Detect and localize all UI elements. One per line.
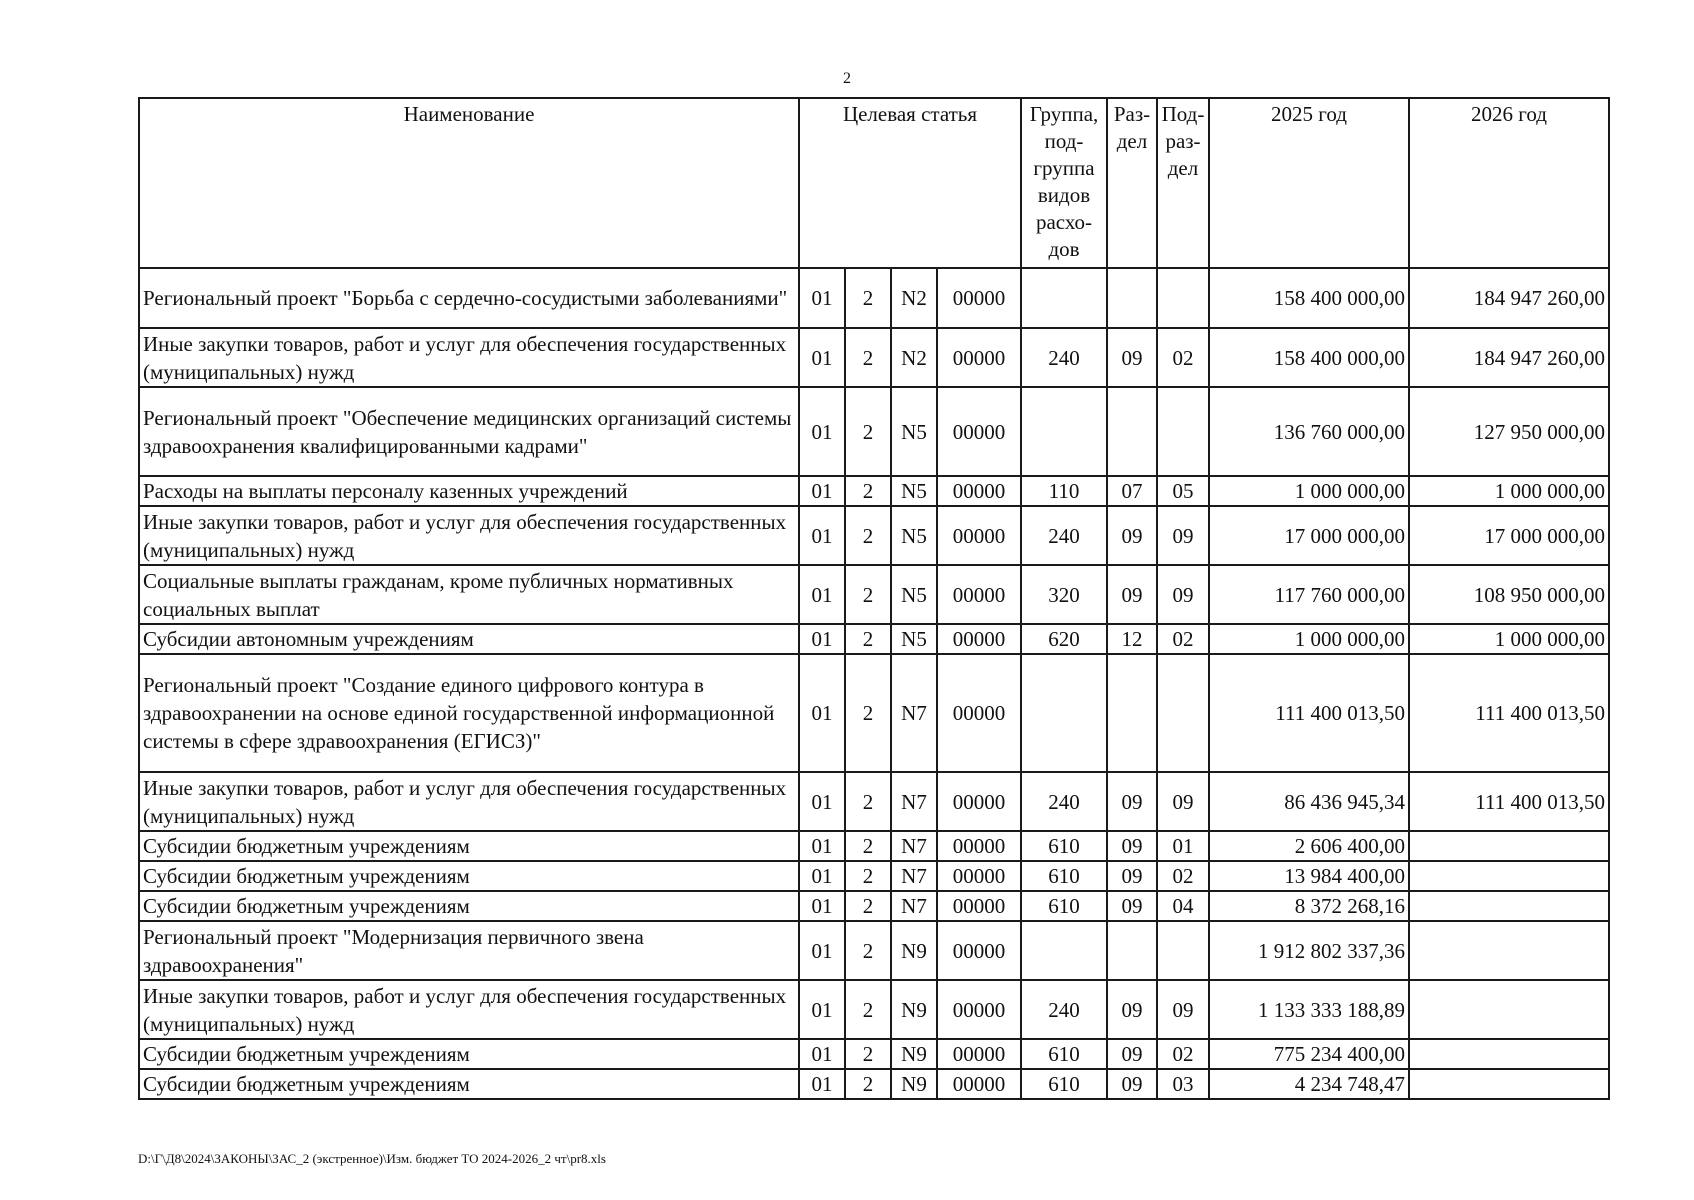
- row-name: Иные закупки товаров, работ и услуг для обеспечения государственных (муниципальных) нужд: [139, 980, 799, 1039]
- target-code-4: 00000: [937, 772, 1021, 831]
- row-name: Региональный проект "Борьба с сердечно-сосудистыми заболеваниями": [139, 268, 799, 328]
- target-code-3: N7: [891, 772, 937, 831]
- row-name: Расходы на выплаты персоналу казенных учреждений: [139, 476, 799, 506]
- amount-2026: [1409, 831, 1609, 861]
- target-code-2: 2: [845, 772, 891, 831]
- target-code-2: 2: [845, 624, 891, 654]
- target-code-1: 01: [799, 565, 845, 624]
- section-code: [1107, 654, 1157, 772]
- footer-file-path: D:\Г\Д8\2024\ЗАКОНЫ\ЗАС_2 (экстренное)\Изм. бюджет ТО 2024-2026_2 чт\pr8.xls: [138, 1151, 606, 1166]
- target-code-3: N7: [891, 831, 937, 861]
- target-code-3: N9: [891, 1039, 937, 1069]
- target-code-1: 01: [799, 772, 845, 831]
- target-code-1: 01: [799, 654, 845, 772]
- amount-2026: 17 000 000,00: [1409, 506, 1609, 565]
- expense-group: 610: [1021, 831, 1107, 861]
- amount-2025: 1 000 000,00: [1209, 476, 1409, 506]
- row-name: Иные закупки товаров, работ и услуг для обеспечения государственных (муниципальных) нужд: [139, 772, 799, 831]
- header-target-article: Целевая статья: [799, 98, 1021, 268]
- target-code-2: 2: [845, 506, 891, 565]
- target-code-2: 2: [845, 387, 891, 476]
- amount-2025: 111 400 013,50: [1209, 654, 1409, 772]
- header-year-2026: 2026 год: [1409, 98, 1609, 268]
- section-code: 09: [1107, 1039, 1157, 1069]
- amount-2026: [1409, 861, 1609, 891]
- target-code-3: N7: [891, 654, 937, 772]
- target-code-2: 2: [845, 476, 891, 506]
- table-row: [139, 387, 1609, 476]
- target-code-2: 2: [845, 831, 891, 861]
- table-row: [139, 921, 1609, 980]
- row-name: Иные закупки товаров, работ и услуг для обеспечения государственных (муниципальных) нужд: [139, 328, 799, 387]
- expense-group: 110: [1021, 476, 1107, 506]
- row-name: Субсидии автономным учреждениям: [139, 624, 799, 654]
- subsection-code: 01: [1157, 831, 1209, 861]
- section-code: 09: [1107, 565, 1157, 624]
- subsection-code: [1157, 654, 1209, 772]
- amount-2025: 1 912 802 337,36: [1209, 921, 1409, 980]
- table-row: [139, 476, 1609, 506]
- target-code-1: 01: [799, 831, 845, 861]
- target-code-3: N2: [891, 328, 937, 387]
- amount-2025: 13 984 400,00: [1209, 861, 1409, 891]
- target-code-1: 01: [799, 980, 845, 1039]
- subsection-code: [1157, 387, 1209, 476]
- expense-group: 240: [1021, 506, 1107, 565]
- amount-2025: 1 000 000,00: [1209, 624, 1409, 654]
- row-name: Субсидии бюджетным учреждениям: [139, 1069, 799, 1099]
- target-code-1: 01: [799, 1039, 845, 1069]
- expense-group: [1021, 387, 1107, 476]
- target-code-2: 2: [845, 654, 891, 772]
- target-code-4: 00000: [937, 565, 1021, 624]
- section-code: 09: [1107, 506, 1157, 565]
- table-row: [139, 980, 1609, 1039]
- amount-2025: 158 400 000,00: [1209, 268, 1409, 328]
- header-subsection: Под-раз-дел: [1157, 98, 1209, 268]
- target-code-4: 00000: [937, 476, 1021, 506]
- subsection-code: 09: [1157, 565, 1209, 624]
- table-row: [139, 1039, 1609, 1069]
- section-code: 09: [1107, 861, 1157, 891]
- amount-2026: 127 950 000,00: [1409, 387, 1609, 476]
- table-row: [139, 624, 1609, 654]
- expense-group: 610: [1021, 1069, 1107, 1099]
- table-row: [139, 268, 1609, 328]
- target-code-3: N5: [891, 476, 937, 506]
- target-code-3: N9: [891, 980, 937, 1039]
- target-code-4: 00000: [937, 921, 1021, 980]
- section-code: 09: [1107, 980, 1157, 1039]
- target-code-1: 01: [799, 328, 845, 387]
- target-code-1: 01: [799, 891, 845, 921]
- target-code-3: N7: [891, 861, 937, 891]
- page-number: 2: [843, 70, 851, 87]
- target-code-2: 2: [845, 891, 891, 921]
- subsection-code: 05: [1157, 476, 1209, 506]
- target-code-4: 00000: [937, 861, 1021, 891]
- subsection-code: [1157, 921, 1209, 980]
- table-row: [139, 1069, 1609, 1099]
- expense-group: 240: [1021, 980, 1107, 1039]
- amount-2026: [1409, 921, 1609, 980]
- row-name: Субсидии бюджетным учреждениям: [139, 861, 799, 891]
- target-code-1: 01: [799, 476, 845, 506]
- target-code-4: 00000: [937, 328, 1021, 387]
- header-name: Наименование: [139, 98, 799, 268]
- target-code-4: 00000: [937, 387, 1021, 476]
- subsection-code: 09: [1157, 772, 1209, 831]
- amount-2025: 158 400 000,00: [1209, 328, 1409, 387]
- amount-2025: 8 372 268,16: [1209, 891, 1409, 921]
- amount-2026: 184 947 260,00: [1409, 328, 1609, 387]
- row-name: Иные закупки товаров, работ и услуг для обеспечения государственных (муниципальных) нужд: [139, 506, 799, 565]
- target-code-1: 01: [799, 921, 845, 980]
- subsection-code: 02: [1157, 328, 1209, 387]
- target-code-4: 00000: [937, 506, 1021, 565]
- target-code-1: 01: [799, 387, 845, 476]
- amount-2026: 1 000 000,00: [1409, 624, 1609, 654]
- subsection-code: [1157, 268, 1209, 328]
- table-row: [139, 654, 1609, 772]
- row-name: Социальные выплаты гражданам, кроме публичных нормативных социальных выплат: [139, 565, 799, 624]
- target-code-1: 01: [799, 268, 845, 328]
- expense-group: [1021, 654, 1107, 772]
- section-code: [1107, 921, 1157, 980]
- amount-2026: [1409, 980, 1609, 1039]
- amount-2026: 184 947 260,00: [1409, 268, 1609, 328]
- section-code: [1107, 268, 1157, 328]
- target-code-1: 01: [799, 861, 845, 891]
- amount-2025: 2 606 400,00: [1209, 831, 1409, 861]
- target-code-4: 00000: [937, 654, 1021, 772]
- expense-group: 320: [1021, 565, 1107, 624]
- section-code: 07: [1107, 476, 1157, 506]
- target-code-3: N7: [891, 891, 937, 921]
- header-expense-group: Группа, под-группа видов расхо-дов: [1021, 98, 1107, 268]
- table-row: [139, 772, 1609, 831]
- target-code-1: 01: [799, 1069, 845, 1099]
- target-code-1: 01: [799, 506, 845, 565]
- target-code-2: 2: [845, 921, 891, 980]
- amount-2025: 4 234 748,47: [1209, 1069, 1409, 1099]
- amount-2026: [1409, 891, 1609, 921]
- subsection-code: 02: [1157, 624, 1209, 654]
- target-code-1: 01: [799, 624, 845, 654]
- subsection-code: 04: [1157, 891, 1209, 921]
- table-row: [139, 831, 1609, 861]
- expense-group: [1021, 268, 1107, 328]
- target-code-4: 00000: [937, 1039, 1021, 1069]
- budget-table: [138, 97, 1610, 1100]
- target-code-4: 00000: [937, 891, 1021, 921]
- amount-2025: 1 133 333 188,89: [1209, 980, 1409, 1039]
- row-name: Региональный проект "Модернизация первичного звена здравоохранения": [139, 921, 799, 980]
- section-code: 12: [1107, 624, 1157, 654]
- expense-group: 610: [1021, 1039, 1107, 1069]
- target-code-4: 00000: [937, 624, 1021, 654]
- amount-2025: 17 000 000,00: [1209, 506, 1409, 565]
- row-name: Региональный проект "Создание единого цифрового контура в здравоохранении на основе единой государственной информационной системы в сфере здравоохранения (ЕГИСЗ)": [139, 654, 799, 772]
- subsection-code: 09: [1157, 980, 1209, 1039]
- target-code-3: N5: [891, 506, 937, 565]
- section-code: 09: [1107, 1069, 1157, 1099]
- target-code-3: N5: [891, 565, 937, 624]
- target-code-2: 2: [845, 980, 891, 1039]
- amount-2026: 111 400 013,50: [1409, 772, 1609, 831]
- table-row: [139, 328, 1609, 387]
- expense-group: 620: [1021, 624, 1107, 654]
- subsection-code: 02: [1157, 861, 1209, 891]
- section-code: 09: [1107, 831, 1157, 861]
- target-code-3: N2: [891, 268, 937, 328]
- target-code-2: 2: [845, 565, 891, 624]
- target-code-3: N9: [891, 921, 937, 980]
- row-name: Субсидии бюджетным учреждениям: [139, 831, 799, 861]
- section-code: 09: [1107, 328, 1157, 387]
- target-code-4: 00000: [937, 268, 1021, 328]
- table-header-row: [139, 98, 1609, 268]
- table-row: [139, 565, 1609, 624]
- section-code: 09: [1107, 891, 1157, 921]
- amount-2026: [1409, 1039, 1609, 1069]
- amount-2026: 111 400 013,50: [1409, 654, 1609, 772]
- subsection-code: 02: [1157, 1039, 1209, 1069]
- amount-2026: 1 000 000,00: [1409, 476, 1609, 506]
- header-section: Раз-дел: [1107, 98, 1157, 268]
- table-row: [139, 891, 1609, 921]
- amount-2026: 108 950 000,00: [1409, 565, 1609, 624]
- target-code-2: 2: [845, 268, 891, 328]
- row-name: Субсидии бюджетным учреждениям: [139, 1039, 799, 1069]
- target-code-2: 2: [845, 328, 891, 387]
- subsection-code: 03: [1157, 1069, 1209, 1099]
- section-code: 09: [1107, 772, 1157, 831]
- amount-2025: 86 436 945,34: [1209, 772, 1409, 831]
- expense-group: 610: [1021, 891, 1107, 921]
- amount-2025: 136 760 000,00: [1209, 387, 1409, 476]
- table-row: [139, 506, 1609, 565]
- section-code: [1107, 387, 1157, 476]
- target-code-2: 2: [845, 1039, 891, 1069]
- amount-2025: 117 760 000,00: [1209, 565, 1409, 624]
- target-code-4: 00000: [937, 1069, 1021, 1099]
- expense-group: 240: [1021, 328, 1107, 387]
- target-code-3: N9: [891, 1069, 937, 1099]
- target-code-3: N5: [891, 624, 937, 654]
- target-code-3: N5: [891, 387, 937, 476]
- expense-group: [1021, 921, 1107, 980]
- row-name: Региональный проект "Обеспечение медицинских организаций системы здравоохранения квалифицированными кадрами": [139, 387, 799, 476]
- amount-2026: [1409, 1069, 1609, 1099]
- target-code-2: 2: [845, 1069, 891, 1099]
- header-year-2025: 2025 год: [1209, 98, 1409, 268]
- subsection-code: 09: [1157, 506, 1209, 565]
- table-row: [139, 861, 1609, 891]
- expense-group: 610: [1021, 861, 1107, 891]
- target-code-4: 00000: [937, 831, 1021, 861]
- target-code-2: 2: [845, 861, 891, 891]
- row-name: Субсидии бюджетным учреждениям: [139, 891, 799, 921]
- amount-2025: 775 234 400,00: [1209, 1039, 1409, 1069]
- expense-group: 240: [1021, 772, 1107, 831]
- target-code-4: 00000: [937, 980, 1021, 1039]
